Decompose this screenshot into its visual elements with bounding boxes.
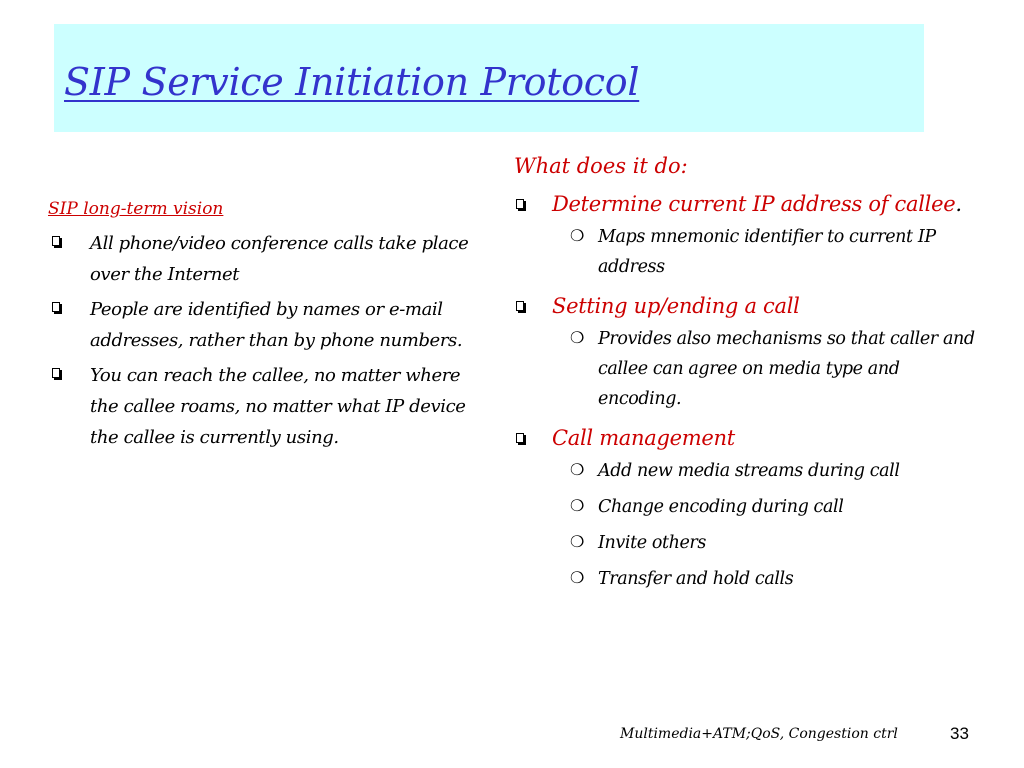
left-heading: SIP long-term vision — [48, 199, 224, 219]
sub-list — [552, 324, 982, 414]
bullet-text: All phone/video conference calls take place over the Internet — [90, 233, 469, 285]
sub-bullet-text: Provides also mechanisms so that caller and callee can agree on media type and encoding. — [598, 329, 975, 409]
bullet-main-text: Determine current IP address of callee — [552, 192, 956, 216]
sub-bullet-text: Add new media streams during call — [598, 461, 900, 481]
left-bullet-list — [48, 228, 488, 453]
list-item — [552, 564, 982, 594]
sub-bullet-text: Invite others — [598, 533, 706, 553]
list-item — [552, 222, 982, 282]
bullet-text: Setting up/ending a call — [552, 294, 800, 318]
list-item — [48, 294, 488, 356]
square-bullet-icon — [516, 199, 524, 209]
left-column — [48, 198, 488, 457]
right-column — [512, 152, 982, 600]
circle-bullet-icon: ❍ — [570, 568, 584, 587]
bullet-text: You can reach the callee, no matter where the callee roams, no matter what IP device the callee is currently using. — [90, 365, 466, 448]
list-item — [552, 492, 982, 522]
slide-title: SIP Service Initiation Protocol — [64, 60, 640, 104]
sub-bullet-text: Change encoding during call — [598, 497, 844, 517]
square-bullet-icon — [516, 433, 524, 443]
circle-bullet-icon: ❍ — [570, 226, 584, 245]
list-item — [512, 420, 982, 594]
bullet-text: People are identified by names or e-mail addresses, rather than by phone numbers. — [90, 299, 463, 351]
list-item — [512, 186, 982, 282]
list-item — [552, 456, 982, 486]
sub-bullet-text: Maps mnemonic identifier to current IP address — [598, 227, 936, 277]
sub-list — [552, 222, 982, 282]
list-item — [552, 528, 982, 558]
circle-bullet-icon: ❍ — [570, 532, 584, 551]
sub-bullet-text: Transfer and hold calls — [598, 569, 794, 589]
bullet-text: Call management — [552, 426, 735, 450]
footer-course-label: Multimedia+ATM;QoS, Congestion ctrl — [620, 726, 898, 742]
list-item — [512, 288, 982, 414]
square-bullet-icon — [52, 368, 60, 378]
square-bullet-icon — [52, 302, 60, 312]
bullet-text — [552, 186, 982, 222]
sub-list — [552, 456, 982, 594]
circle-bullet-icon: ❍ — [570, 496, 584, 515]
bullet-suffix: . — [955, 192, 962, 216]
circle-bullet-icon: ❍ — [570, 460, 584, 479]
list-item — [552, 324, 982, 414]
right-heading: What does it do: — [514, 154, 688, 178]
list-item — [48, 228, 488, 290]
square-bullet-icon — [52, 236, 60, 246]
circle-bullet-icon: ❍ — [570, 328, 584, 347]
square-bullet-icon — [516, 301, 524, 311]
list-item — [48, 360, 488, 453]
page-number: 33 — [950, 724, 969, 743]
right-bullet-list — [512, 186, 982, 594]
